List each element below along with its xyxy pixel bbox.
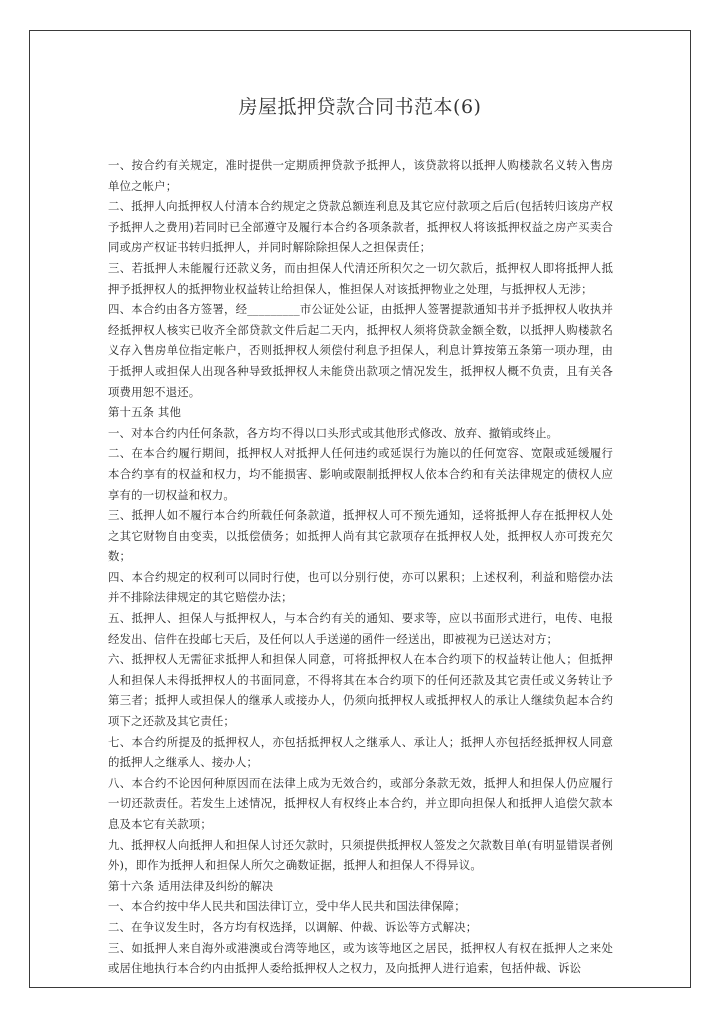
paragraph: 六、抵押权人无需征求抵押人和担保人同意，可将抵押权人在本合约项下的权益转让他人；但抵押人和担保人未得抵押权人的书面同意，不得将其在本合约项下的任何还款及其它责任或义务转让予第三者；抵押人或担保人的继承人或接办人，仍须向抵押权人或抵押权人的承让人继续负起本合约项下之还款及其它责任；: [108, 652, 613, 729]
section-heading: 第十六条 适用法律及纠纷的解决: [108, 878, 274, 893]
paragraph: 三、如抵押人来自海外或港澳或台湾等地区，或为该等地区之居民，抵押权人有权在抵押人之来处或居住地执行本合约内由抵押人委给抵押权人之权力，及向抵押人进行追索，包括仲裁、诉讼: [108, 940, 613, 976]
paragraph: 一、本合约按中华人民共和国法律订立，受中华人民共和国法律保障；: [108, 899, 466, 914]
paragraph: 二、在本合约履行期间，抵押权人对抵押人任何违约或延误行为施以的任何宽容、宽限或延缓履行本合约享有的权益和权力，均不能损害、影响或限制抵押权人依本合约和有关法律规定的债权人应享有的一切权益和权力。: [108, 446, 613, 502]
paragraph: 八、本合约不论因何种原因而在法律上成为无效合约，或部分条款无效，抵押人和担保人仍应履行一切还款责任。若发生上述情况，抵押权人有权终止本合约，并立即向担保人和抵押人追偿欠款本息及本它有关款项；: [108, 775, 613, 831]
paragraph: 一、按合约有关规定，准时提供一定期质押贷款予抵押人，该贷款将以抵押人购楼款名义转入售房单位之帐户；: [108, 158, 613, 193]
paragraph: 一、对本合约内任何条款，各方均不得以口头形式或其他形式修改、放弃、撤销或终止。: [108, 425, 559, 440]
paragraph: 四、本合约规定的权利可以同时行使，也可以分别行使，亦可以累积；上述权利，利益和赔偿办法并不排除法律规定的其它赔偿办法；: [108, 569, 613, 605]
paragraph: 五、抵押人、担保人与抵押权人，与本合约有关的通知、要求等，应以书面形式进行，电传、电报经发出、信件在投邮七天后，及任何以人手送递的函件一经送出，即被视为已送达对方；: [108, 611, 613, 646]
paragraph: 二、在争议发生时，各方均有权选择，以调解、仲裁、诉讼等方式解决；: [108, 919, 478, 934]
paragraph: 四、本合约由各方签署，经_________市公证处公证，由抵押人签署提款通知书并予抵押权人收执并经抵押权人核实已收齐全部贷款文件后起二天内，抵押权人须将贷款金额全数，以抵押人购楼款名义存入售房单位指定帐户，否则抵押权人须偿付利息予担保人，利息计算按第五条第一项办理，由于抵押人或担保人出现各种导致抵押权人未能贷出款项之情况发生，抵押权人概不负责，且有关各项费用恕不退还。: [108, 302, 613, 399]
document-body: [108, 155, 613, 979]
section-heading: 第十五条 其他: [108, 405, 182, 420]
paragraph: 七、本合约所提及的抵押权人，亦包括抵押权人之继承人、承让人；抵押人亦包括经抵押权人同意的抵押人之继承人、接办人；: [108, 734, 613, 770]
page-title: 房屋抵押贷款合同书范本(6): [238, 96, 482, 118]
paragraph: 三、抵押人如不履行本合约所载任何条款道，抵押权人可不预先通知，迳将抵押人存在抵押权人处之其它财物自由变卖，以抵偿债务；如抵押人尚有其它款项存在抵押权人处，抵押权人亦可拨充欠数；: [108, 508, 613, 564]
paragraph: 三、若抵押人未能履行还款义务，而由担保人代清还所积欠之一切欠款后，抵押权人即将抵押人抵押予抵押权人的抵押物业权益转让给担保人，惟担保人对该抵押物业之处理，与抵押权人无涉；: [108, 260, 613, 296]
paragraph: 九、抵押权人向抵押人和担保人讨还欠款时，只须提供抵押权人签发之欠款数目单(有明显错误者例外)，即作为抵押人和担保人所欠之确数证据，抵押人和担保人不得异议。: [108, 837, 613, 873]
paragraph: 二、抵押人向抵押权人付清本合约规定之贷款总额连利息及其它应付款项之后后(包括转归该房产权予抵押人之费用)若同时已全部遵守及履行本合约各项条款者，抵押权人将该抵押权益之房产买卖合同或房产权证书转归抵押人，并同时解除除担保人之担保责任；: [108, 199, 613, 255]
